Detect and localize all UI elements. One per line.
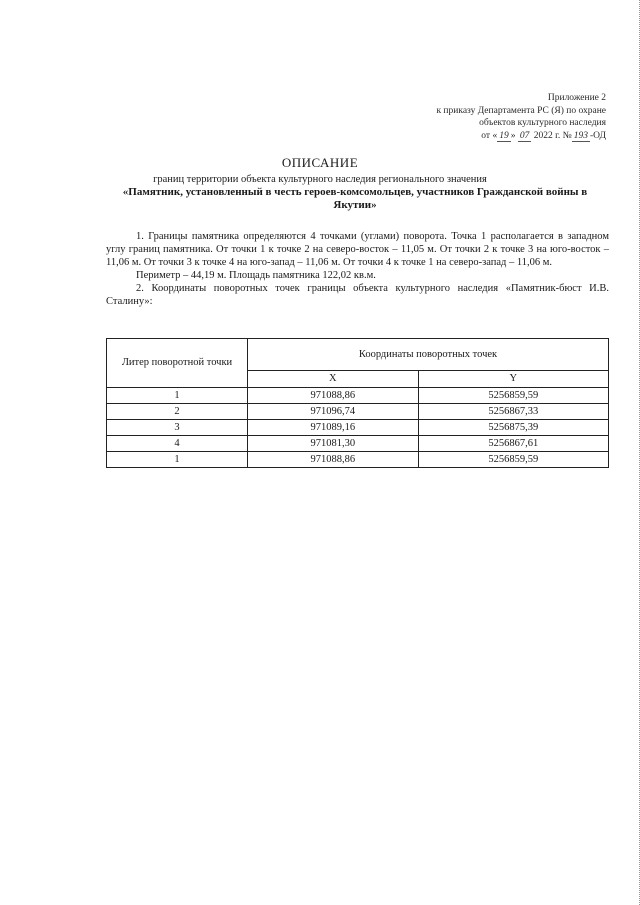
- date-prefix: от «: [481, 130, 498, 141]
- object-name: «Памятник, установленный в честь героев-комсомольцев, участников Гражданской войны в Якутии»: [122, 186, 588, 211]
- cell-y: 5256859,59: [418, 388, 608, 404]
- cell-x: 971088,86: [248, 452, 419, 468]
- table-row: [107, 452, 609, 468]
- table-row: [107, 388, 609, 404]
- table-row: [107, 404, 609, 420]
- date-sep: »: [510, 130, 516, 141]
- cell-x: 971096,74: [248, 404, 419, 420]
- cell-point: 2: [107, 404, 248, 420]
- coordinates-table: [106, 338, 609, 468]
- body-text: [106, 230, 609, 308]
- header-coordinates: Координаты поворотных точек: [248, 339, 609, 371]
- cell-y: 5256859,59: [418, 452, 608, 468]
- table-row: [107, 420, 609, 436]
- cell-point: 1: [107, 452, 248, 468]
- order-suffix: -ОД: [589, 130, 606, 141]
- cell-point: 3: [107, 420, 248, 436]
- appendix-label: Приложение 2: [547, 93, 606, 103]
- date-year: 2022 г. №: [533, 130, 572, 141]
- date-day: 19: [499, 130, 509, 141]
- cell-y: 5256867,61: [418, 436, 608, 452]
- appendix-date-line: [436, 130, 606, 143]
- cell-point: 4: [107, 436, 248, 452]
- table-row: [107, 436, 609, 452]
- paragraph-boundaries: 1. Границы памятника определяются 4 точками (углами) поворота. Точка 1 располагается в западном углу границ памятника. От точки 1 к точке 2 на северо-восток – 11,05 м. От точки 2 к точке 3 на юго-восток – 11,06 м. От точки 3 к точке 4 на юго-запад – 11,06 м. От точки 4 к точке 1 на северо-запад – 11,06 м.: [106, 231, 609, 268]
- cell-y: 5256875,39: [418, 420, 608, 436]
- date-month: 07: [519, 130, 530, 141]
- document-subtitle: границ территории объекта культурного наследия регионального значения: [153, 174, 487, 185]
- order-number: 193: [573, 130, 588, 141]
- document-title: ОПИСАНИЕ: [281, 155, 359, 170]
- header-y: Y: [418, 370, 608, 387]
- cell-x: 971089,16: [248, 420, 419, 436]
- appendix-order-ref-cont: объектов культурного наследия: [479, 118, 606, 128]
- header-litera: Литер поворотной точки: [107, 339, 248, 388]
- appendix-block: [436, 92, 606, 142]
- cell-x: 971081,30: [248, 436, 419, 452]
- header-x: X: [248, 370, 419, 387]
- paragraph-coordinates: 2. Координаты поворотных точек границы объекта культурного наследия «Памятник-бюст И.В. Сталину»:: [106, 283, 609, 307]
- cell-point: 1: [107, 388, 248, 404]
- cell-x: 971088,86: [248, 388, 419, 404]
- paragraph-perimeter: Периметр – 44,19 м. Площадь памятника 122,02 кв.м.: [136, 270, 376, 281]
- cell-y: 5256867,33: [418, 404, 608, 420]
- appendix-order-ref: к приказу Департамента РС (Я) по охране: [436, 105, 606, 116]
